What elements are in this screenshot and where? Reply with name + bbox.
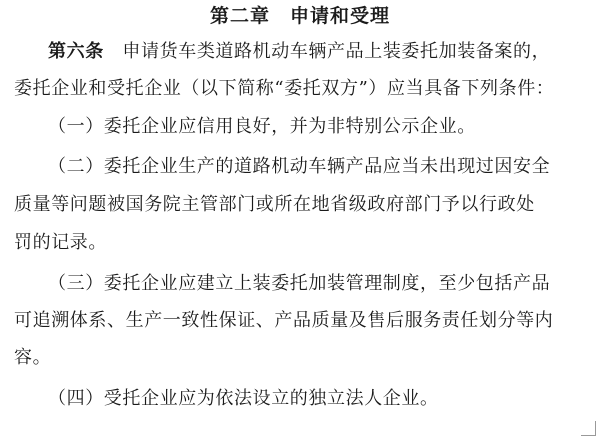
article-number: 第六条 [48,41,104,62]
condition-2-line-1: （二）委托企业生产的道路机动车辆产品应当未出现过因安全 [48,156,551,177]
condition-2-line-2: 质量等问题被国务院主管部门或所在地省级政府部门予以行政处 [14,194,535,215]
condition-4-line-1: （四）受托企业应为依法设立的独立法人企业。 [48,388,439,409]
article-intro-line-2: 委托企业和受托企业（以下简称“委托双方”）应当具备下列条件： [14,78,555,99]
condition-3-line-2: 可追溯体系、生产一致性保证、产品质量及售后服务责任划分等内 [14,310,554,331]
page-corner-mark [581,421,596,436]
chapter-title: 第二章 申请和受理 [209,5,390,27]
condition-2-line-3: 罚的记录。 [14,232,107,253]
condition-3-line-3: 容。 [14,347,52,368]
article-intro-line-1 [48,40,550,64]
condition-1-line-1: （一）委托企业应信用良好，并为非特别公示企业。 [48,116,476,137]
condition-3-line-1: （三）委托企业应建立上装委托加装管理制度，至少包括产品 [48,273,551,294]
article-intro-text-1: 申请货车类道路机动车辆产品上装委托加装备案的， [122,41,551,62]
